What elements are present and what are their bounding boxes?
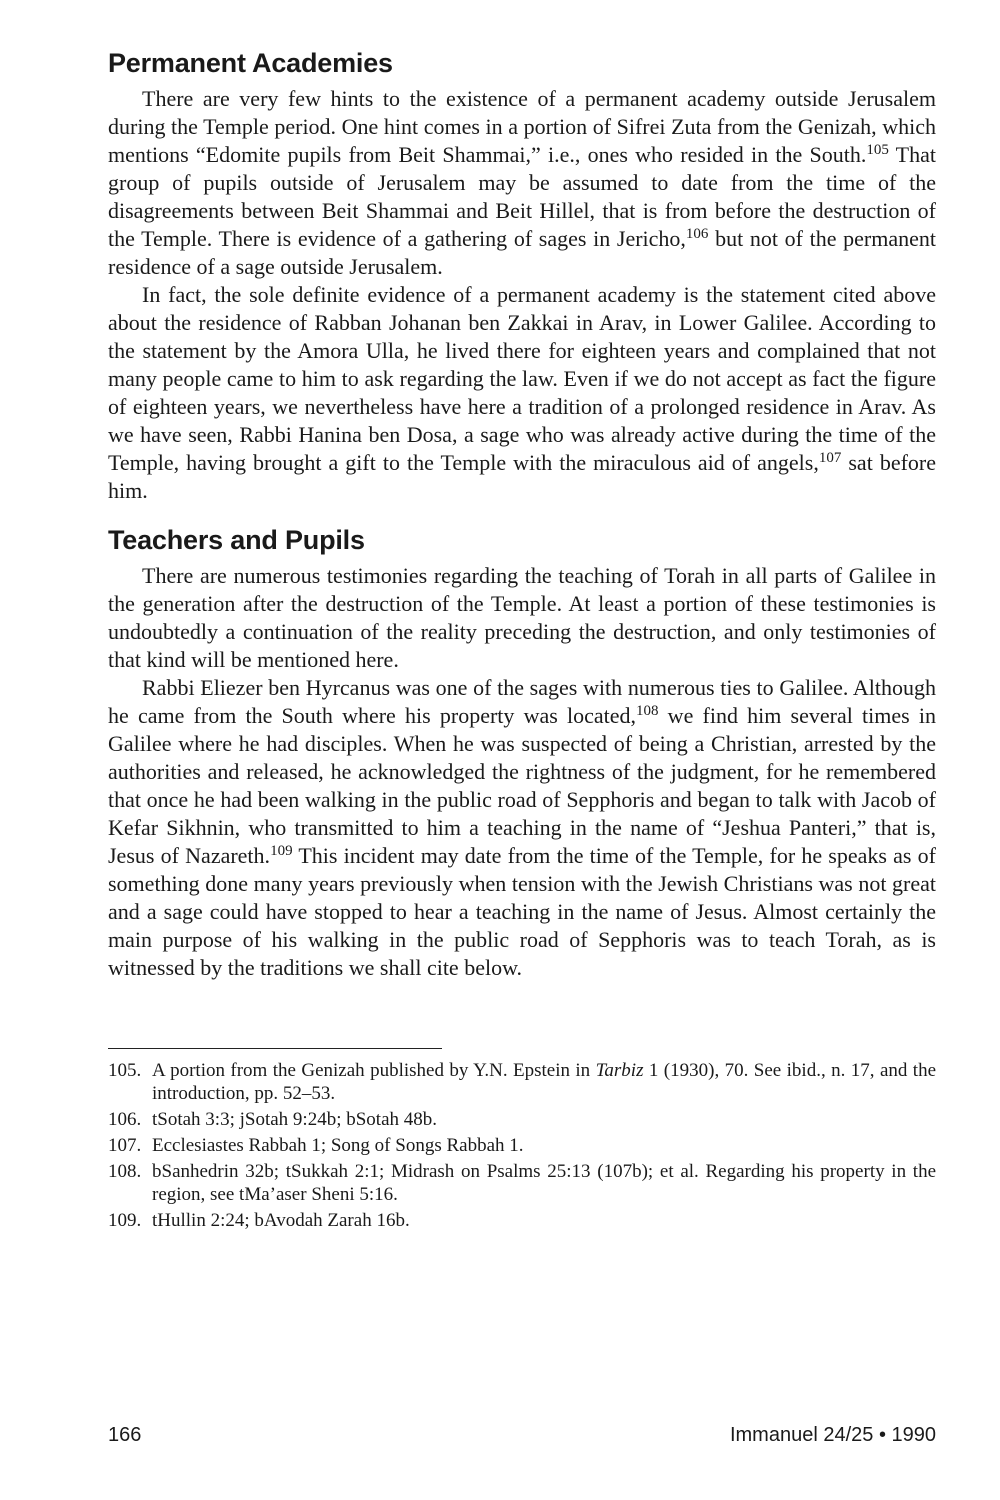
journal-title: Tarbiz [595, 1060, 644, 1081]
footnote-item [108, 1059, 936, 1105]
footnote-number: 107. [108, 1135, 142, 1156]
footnote-item [108, 1134, 936, 1157]
footnotes [108, 1059, 936, 1232]
page-content [108, 48, 936, 1235]
footnote-number: 108. [108, 1161, 142, 1182]
footnote-number: 109. [108, 1210, 142, 1231]
text-run: sat before him. [108, 450, 937, 503]
text-run: That group of pupils outside of Jerusalem may be assumed to date from the time of the disagreements between Beit Shammai and Beit Hillel, that is from before the destruction of the Temple. There is evidence of a gathering of sages in Jericho, [108, 142, 936, 251]
footnote-ref-109[interactable]: 109 [270, 843, 293, 859]
footnote-ref-105[interactable]: 105 [866, 142, 889, 158]
paragraph [108, 281, 936, 505]
text-run: This incident may date from the time of the Temple, for he speaks as of something done many years previously when tension with the Jewish Christians was not great and a sage could have stopped to hear a teaching in the name of Jesus. Almost certainly the main purpose of his walking in the public road of Sepphoris was to teach Torah, as is witnessed by the traditions we shall cite below. [108, 843, 936, 980]
footnote-text: 1 (1930), 70. See ibid., n. 17, and the introduction, pp. 52–53. [152, 1060, 936, 1104]
page-footer [108, 1424, 936, 1447]
footnote-number: 106. [108, 1109, 142, 1130]
footnote-ref-107[interactable]: 107 [818, 450, 842, 466]
section-heading-teachers-and-pupils: Teachers and Pupils [108, 525, 365, 555]
paragraph [108, 674, 936, 982]
journal-citation: Immanuel 24/25 • 1990 [729, 1424, 936, 1446]
footnote-text: A portion from the Genizah published by Y.N. Epstein in [152, 1060, 596, 1081]
footnote-text: Ecclesiastes Rabbah 1; Song of Songs Rabbah 1. [152, 1135, 524, 1156]
text-run: There are very few hints to the existence of a permanent academy outside Jerusalem during the Temple period. One hint comes in a portion of Sifrei Zuta from the Genizah, which mentions “Edomite pupils from Beit Shammai,” i.e., ones who resided in the South. [108, 86, 936, 167]
footnote-ref-106[interactable]: 106 [685, 226, 709, 242]
text-run: In fact, the sole definite evidence of a permanent academy is the statement cited above about the residence of Rabban Johanan ben Zakkai in Arav, in Lower Galilee. According to the statement by the Amora Ulla, he lived there for eighteen years and complained that not many people came to him to ask regarding the law. Even if we do not accept as fact the figure of eighteen years, we nevertheless have here a tradition of a prolonged residence in Arav. As we have seen, Rabbi Hanina ben Dosa, a sage who was already active during the time of the Temple, having brought a gift to the Temple with the miraculous aid of angels, [108, 282, 936, 475]
paragraph [108, 85, 936, 281]
footnote-number: 105. [108, 1060, 142, 1081]
footnote-item [108, 1108, 936, 1131]
text-run: Rabbi Eliezer ben Hyrcanus was one of the sages with numerous ties to Galilee. Although he came from the South where his property was located, [108, 675, 936, 728]
footnote-item [108, 1160, 936, 1206]
footnote-item [108, 1209, 936, 1232]
text-run: we find him several times in Galilee where he had disciples. When he was suspected of being a Christian, arrested by the authorities and released, he acknowledged the rightness of the judgment, for he remembered that once he had been walking in the public road of Sepphoris and began to talk with Jacob of Kefar Sikhnin, who transmitted to him a teaching in the name of “Jeshua Panteri,” that is, Jesus of Nazareth. [108, 703, 936, 868]
page-number: 166 [108, 1424, 142, 1446]
footnote-text: tHullin 2:24; bAvodah Zarah 16b. [152, 1210, 410, 1231]
section-heading-permanent-academies: Permanent Academies [108, 48, 393, 78]
footnote-divider [108, 1048, 442, 1049]
footnote-text: bSanhedrin 32b; tSukkah 2:1; Midrash on Psalms 25:13 (107b); et al. Regarding his property in the region, see tMa’aser Sheni 5:16. [152, 1161, 936, 1205]
footnote-ref-108[interactable]: 108 [636, 703, 659, 719]
footnote-text: tSotah 3:3; jSotah 9:24b; bSotah 48b. [152, 1109, 438, 1130]
paragraph: There are numerous testimonies regarding the teaching of Torah in all parts of Galilee in the generation after the destruction of the Temple. At least a portion of these testimonies is undoubtedly a continuation of the reality preceding the destruction, and only testimonies of that kind will be mentioned here. [108, 563, 936, 672]
text-run: but not of the permanent residence of a sage outside Jerusalem. [108, 226, 936, 279]
